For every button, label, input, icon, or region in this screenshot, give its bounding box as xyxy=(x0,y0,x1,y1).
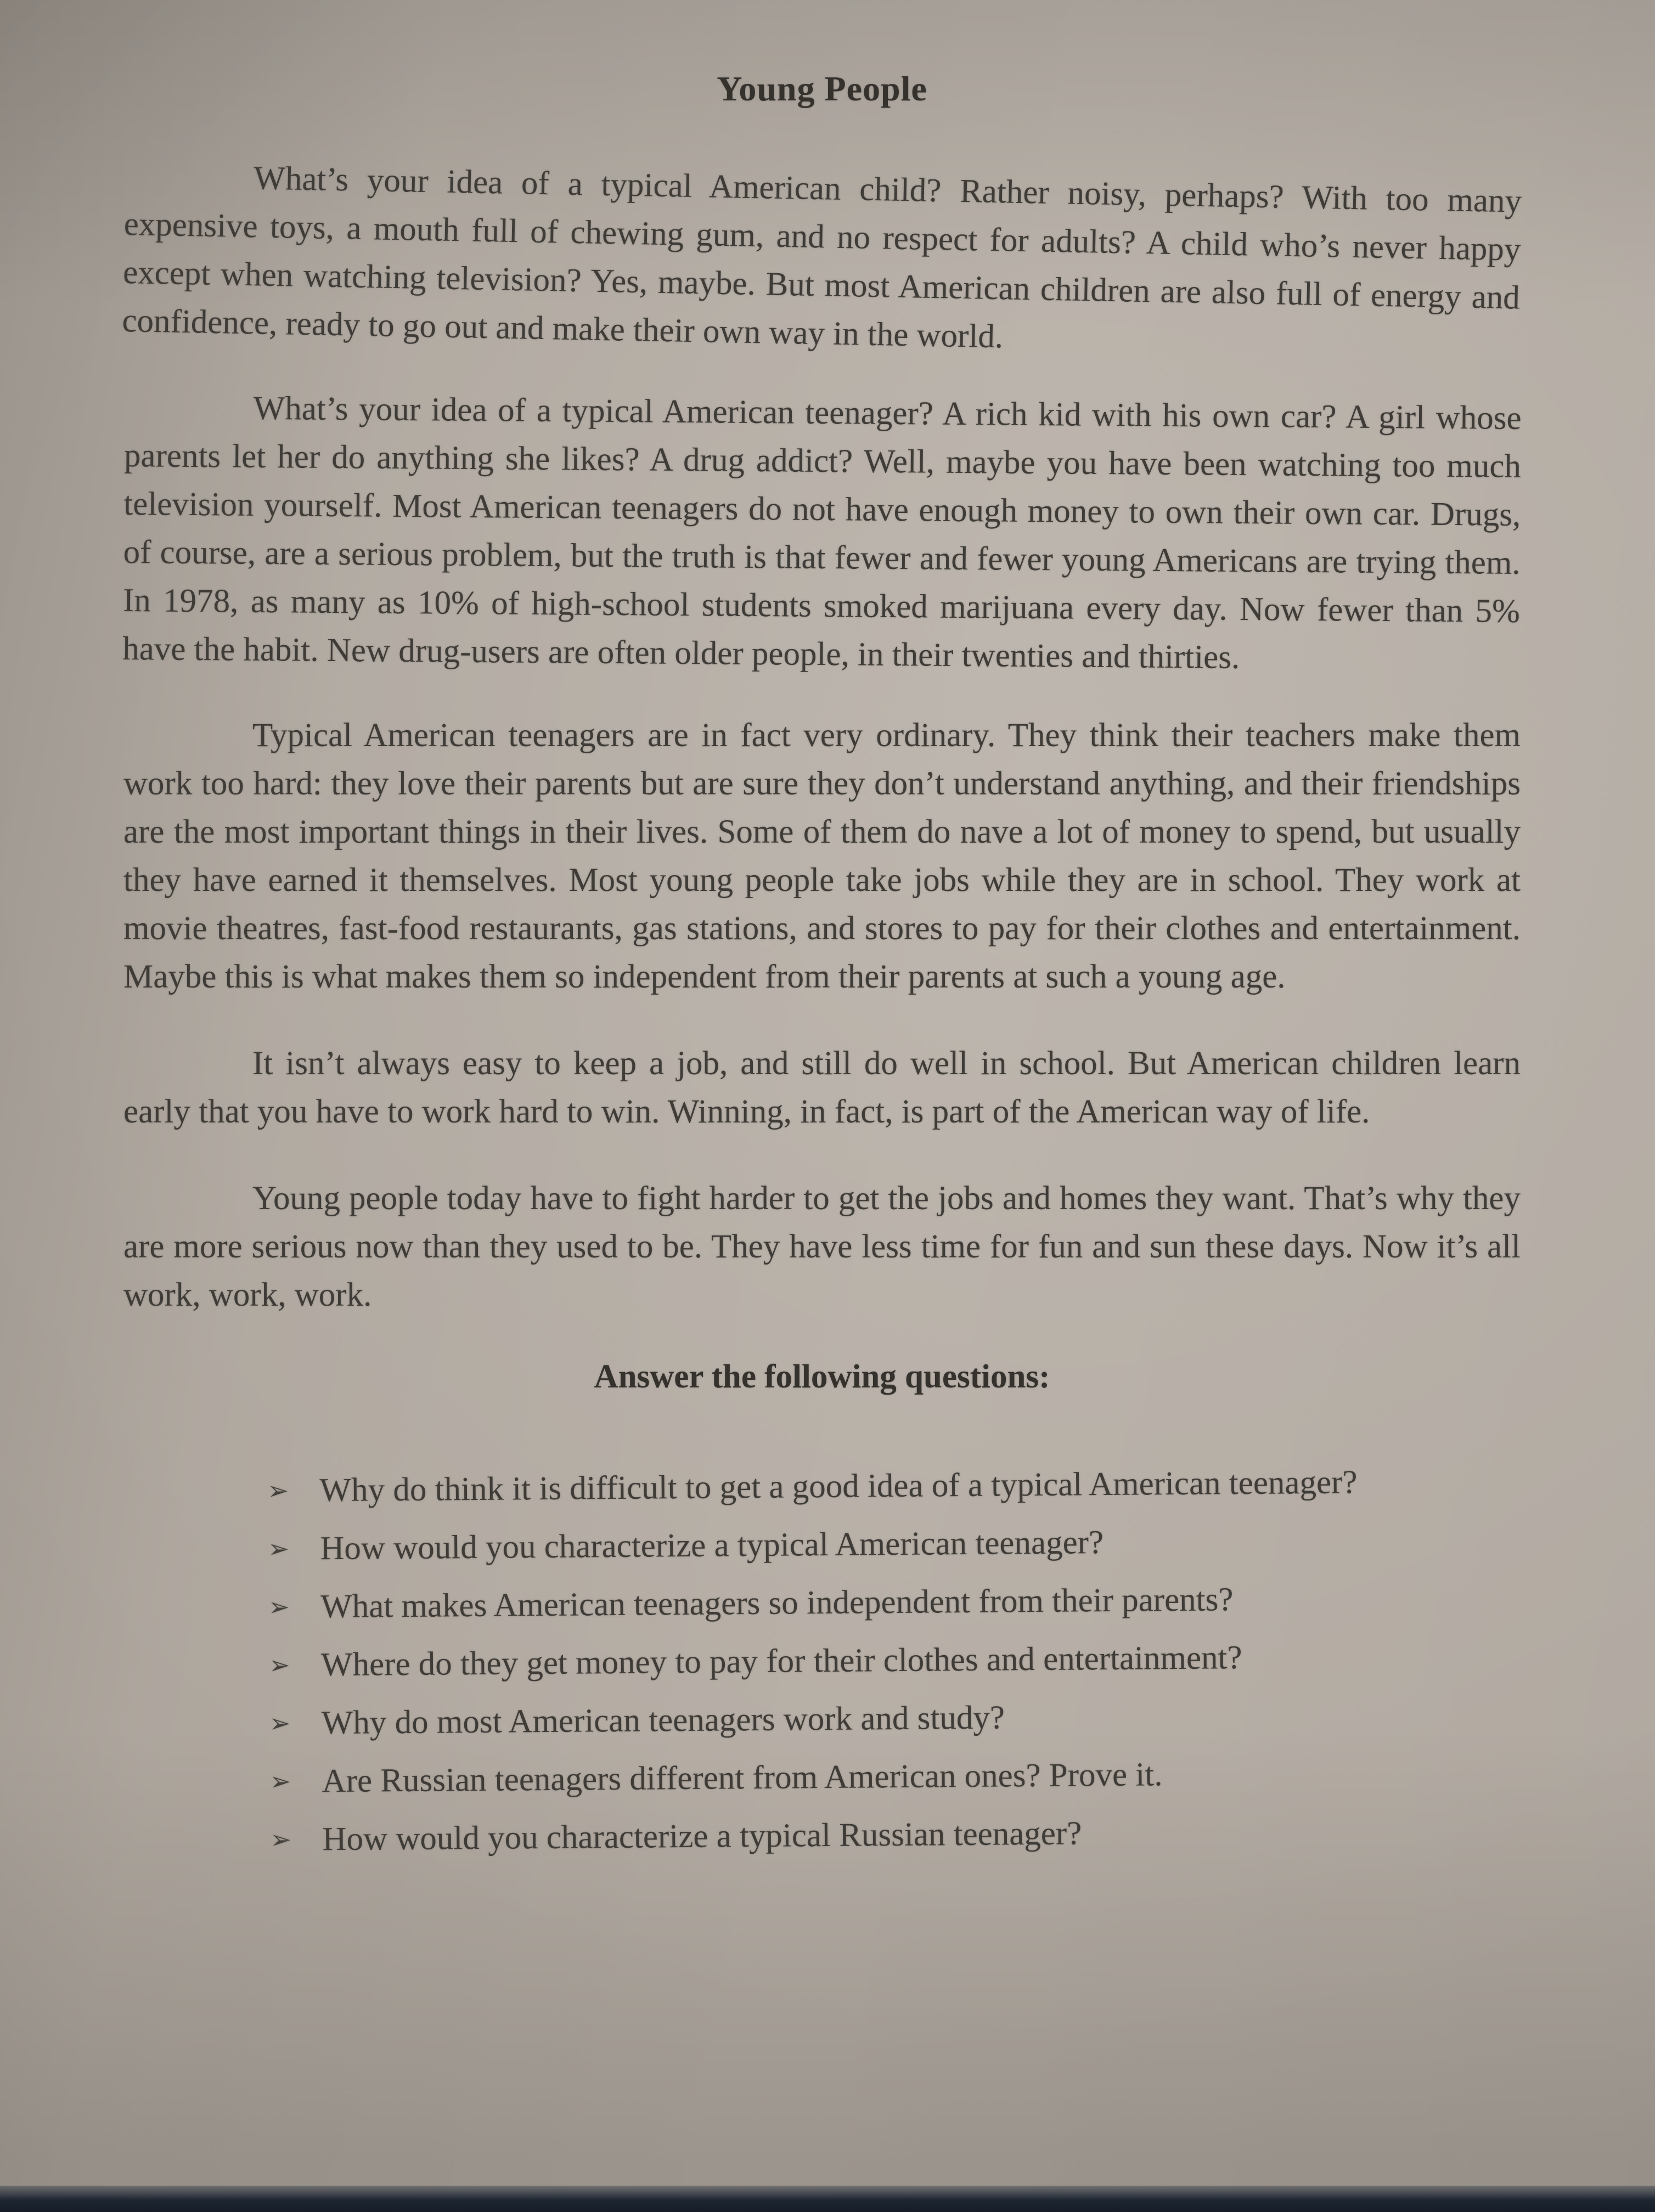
question-text: How would you characterize a typical American teenager? xyxy=(320,1524,1104,1567)
question-text: How would you characterize a typical Russian teenager? xyxy=(322,1815,1082,1858)
question-item xyxy=(268,1573,1499,1632)
paragraph-keep-a-job: It isn’t always easy to keep a job, and still do well in school. But American children learn early that you have to work hard to win. Winning, in fact, is part of the American way of life. xyxy=(123,1045,1521,1130)
questions-list xyxy=(267,1457,1500,1865)
arrow-bullet-icon: ➢ xyxy=(267,1476,289,1505)
page-title: Young People xyxy=(717,69,927,108)
arrow-bullet-icon: ➢ xyxy=(268,1593,290,1622)
arrow-bullet-icon: ➢ xyxy=(269,1767,291,1796)
question-text: Where do they get money to pay for their clothes and entertainment? xyxy=(320,1639,1242,1684)
paragraph-american-child: What’s your idea of a typical American child? Rather noisy, perhaps? With too many expensive toys, a mouth full of chewing gum, and no respect for adults? A child who’s never happy except when watching television? Yes, maybe. But most American children are also full of energy and confidence, ready to go out and make their own way in the world. xyxy=(121,160,1522,356)
paragraph-ordinary-teenagers: Typical American teenagers are in fact very ordinary. They think their teachers make them work too hard: they love their parents but are sure they don’t understand anything, and their friendships are the most important things in their lives. Some of them do nave a lot of money to spend, but usually they have earned it themselves. Most young people take jobs while they are in school. They work at movie theatres, fast-food restaurants, gas stations, and stores to pay for their clothes and entertainment. Maybe this is what makes them so independent from their parents at such a young age. xyxy=(123,717,1521,995)
question-text: What makes American teenagers so independent from their parents? xyxy=(320,1581,1234,1626)
question-text: Are Russian teenagers different from American ones? Prove it. xyxy=(322,1756,1163,1800)
photo-bottom-edge xyxy=(0,2186,1655,2212)
question-item xyxy=(268,1515,1498,1574)
question-item xyxy=(270,1805,1500,1865)
question-item xyxy=(267,1457,1498,1516)
arrow-bullet-icon: ➢ xyxy=(268,1534,290,1564)
question-item xyxy=(269,1689,1499,1748)
question-text: Why do most American teenagers work and study? xyxy=(321,1699,1005,1742)
question-text: Why do think it is difficult to get a good idea of a typical American teenager? xyxy=(319,1464,1358,1509)
arrow-bullet-icon: ➢ xyxy=(269,1709,291,1737)
arrow-bullet-icon: ➢ xyxy=(268,1651,290,1679)
paragraph-young-people-today: Young people today have to fight harder to get the jobs and homes they want. That’s why they are more serious now than they used to be. They have less time for fun and sun these days. Now it’s all work, work, work. xyxy=(123,1180,1521,1313)
questions-heading: Answer the following questions: xyxy=(594,1358,1050,1395)
question-item xyxy=(269,1747,1500,1807)
paragraph-american-teenager: What’s your idea of a typical American teenager? A rich kid with his own car? A girl whose parents let her do anything she likes? A drug addict? Well, maybe you have been watching too much television yourself. Most American teenagers do not have enough money to own their own car. Drugs, of course, are a serious problem, but the truth is that fewer and fewer young Americans are trying them. In 1978, as many as 10% of high-school students smoked marijuana every day. Now fewer than 5% have the habit. New drug-users are often older people, in their twenties and thirties. xyxy=(122,390,1522,676)
question-item xyxy=(269,1631,1499,1690)
arrow-bullet-icon: ➢ xyxy=(270,1825,292,1854)
